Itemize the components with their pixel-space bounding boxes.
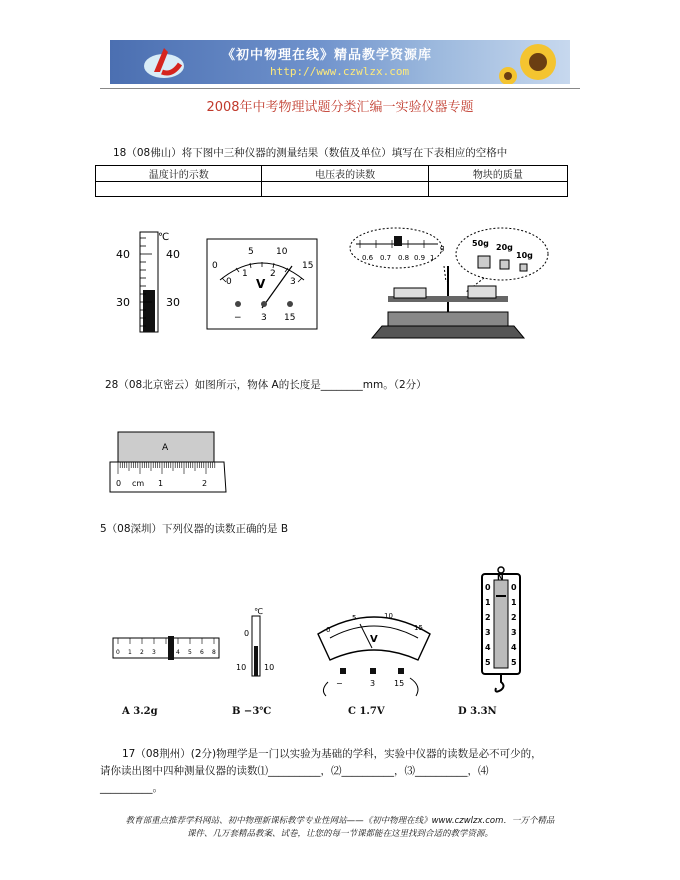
q5-thermo-0: 0	[244, 629, 250, 638]
volt-terminal-15: 15	[284, 313, 296, 323]
page-footer	[80, 815, 600, 841]
answer-cell[interactable]	[428, 182, 567, 197]
q5-volt-term-3: 3	[370, 679, 376, 688]
caption-c: C 1.7V	[348, 706, 385, 717]
q5-volt-15: 15	[414, 624, 423, 632]
q5-ruler-0: 0	[116, 649, 120, 656]
footer-line2: 课件、几万套精品教案、试卷，让您的每一节课都能在这里找到合适的教学资源。	[186, 829, 493, 839]
q5-ruler-8: 8	[212, 649, 216, 656]
caption-d: D 3.3N	[458, 706, 497, 717]
q5-ruler-5: 5	[188, 649, 192, 656]
ruler-1: 1	[158, 479, 164, 488]
q18-text: 18（08佛山）将下图中三种仪器的测量结果（数值及单位）填写在下表相应的空格中	[113, 147, 508, 159]
spring-1: 1	[485, 598, 491, 607]
volt-tick-15: 15	[302, 261, 314, 271]
spring-4-right: 4	[511, 643, 517, 652]
spring-1-right: 1	[511, 598, 517, 607]
volt-symbol: V	[256, 277, 266, 291]
q18-voltmeter	[206, 238, 318, 330]
caption-b: B −3℃	[232, 706, 272, 717]
volt-inner-2: 2	[270, 269, 276, 279]
caption-a: A 3.2g	[122, 706, 158, 717]
thermo-label-40-right: 40	[166, 248, 180, 261]
q5-ruler	[112, 636, 222, 662]
balance-scale-08: 0.8	[398, 254, 410, 262]
volt-terminal-3: 3	[261, 313, 267, 323]
volt-inner-0: 0	[226, 277, 232, 287]
q5-spring-scale	[476, 566, 526, 696]
thermo-label-30-right: 30	[166, 296, 180, 309]
q18-answer-table	[95, 165, 568, 197]
q18-balance	[348, 226, 550, 344]
logo-icon	[140, 42, 190, 82]
balance-scale-07: 0.7	[380, 254, 392, 262]
q17-line3: __________。	[100, 782, 163, 794]
volt-terminal-neg: −	[234, 313, 242, 323]
q5-text: 5（08深圳）下列仪器的读数正确的是 B	[100, 523, 289, 535]
table-header: 物块的质量	[428, 166, 567, 182]
balance-unit: g	[440, 244, 445, 252]
q5-ruler-2: 2	[140, 649, 144, 656]
spring-5-right: 5	[511, 658, 517, 667]
q5-volt-10: 10	[384, 612, 393, 620]
spring-5: 5	[485, 658, 491, 667]
weight-50g: 50g	[472, 239, 489, 248]
q5-volt-5: 5	[352, 614, 357, 622]
spring-2-right: 2	[511, 613, 517, 622]
q5-volt-0: 0	[326, 626, 331, 634]
q18-thermometer	[108, 228, 198, 338]
table-header: 电压表的读数	[262, 166, 428, 182]
header-rule	[100, 88, 580, 89]
header-banner	[110, 40, 570, 84]
q28-ruler-figure	[108, 428, 230, 494]
q17-line1: 17（08荆州）(2分)物理学是一门以实验为基础的学科，实验中仪器的读数是必不可少的，	[122, 748, 542, 760]
q5-thermo-unit: ℃	[254, 607, 263, 616]
q5-ruler-1: 1	[128, 649, 132, 656]
spring-unit: N	[497, 573, 504, 582]
thermo-unit: ℃	[158, 232, 170, 243]
sunflower-icon	[498, 40, 570, 84]
spring-0: 0	[485, 583, 491, 592]
q5-ruler-4: 4	[176, 649, 180, 656]
footer-line1: 教育部重点推荐学科网站、初中物理新课标教学专业性网站——《初中物理在线》www.czwlzx.com．一万个精品	[125, 816, 555, 826]
spring-2: 2	[485, 613, 491, 622]
q17-line2: 请你读出图中四种测量仪器的读数⑴__________，⑵__________，⑶__________，⑷	[100, 765, 489, 777]
volt-tick-5: 5	[248, 247, 254, 257]
q5-thermometer	[234, 606, 284, 678]
page-title: 2008年中考物理试题分类汇编一实验仪器专题	[206, 100, 474, 115]
q5-thermo-10-right: 10	[264, 663, 275, 672]
spring-3-right: 3	[511, 628, 517, 637]
q5-voltmeter	[314, 604, 434, 700]
ruler-2: 2	[202, 479, 208, 488]
q5-volt-term-neg: −	[336, 679, 343, 688]
q5-volt-term-15: 15	[394, 679, 405, 688]
banner-title: 《初中物理在线》精品教学资源库	[222, 48, 433, 63]
answer-cell[interactable]	[96, 182, 262, 197]
balance-scale-06: 0.6	[362, 254, 374, 262]
block-label: A	[162, 443, 169, 453]
spring-0-right: 0	[511, 583, 517, 592]
balance-scale-09: 0.9	[414, 254, 426, 262]
ruler-cm: cm	[132, 479, 145, 488]
q5-thermo-10: 10	[236, 663, 247, 672]
q28-text: 28（08北京密云）如图所示，物体 A的长度是________mm。（2分）	[105, 379, 427, 391]
thermo-label-40: 40	[116, 248, 130, 261]
volt-inner-1: 1	[242, 269, 248, 279]
table-header: 温度计的示数	[96, 166, 262, 182]
banner-url[interactable]: http://www.czwlzx.com	[270, 65, 410, 78]
thermo-label-30: 30	[116, 296, 130, 309]
weight-10g: 10g	[516, 251, 533, 260]
q5-ruler-3: 3	[152, 649, 156, 656]
q5-ruler-6: 6	[200, 649, 204, 656]
balance-scale-1: 1	[430, 254, 435, 262]
volt-inner-3: 3	[290, 277, 296, 287]
spring-4: 4	[485, 643, 491, 652]
volt-tick-10: 10	[276, 247, 288, 257]
ruler-0: 0	[116, 479, 122, 488]
q5-volt-symbol: V	[370, 634, 378, 645]
answer-cell[interactable]	[262, 182, 428, 197]
weight-20g: 20g	[496, 243, 513, 252]
spring-3: 3	[485, 628, 491, 637]
volt-tick-0: 0	[212, 261, 218, 271]
